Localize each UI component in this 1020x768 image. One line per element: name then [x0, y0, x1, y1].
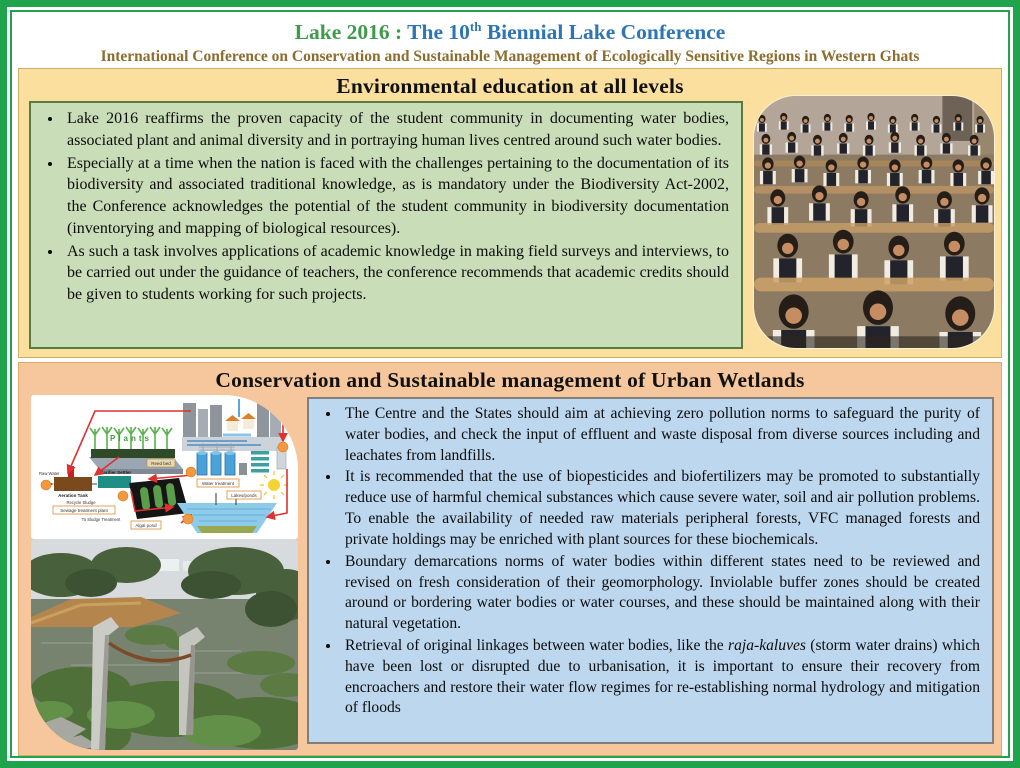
bullet-item: • Boundary demarcations norms of water bodies within different states need to be reviewed and revised on fresh consideration of their geomorphology. Inviolable buffer zones should be created around or bordering water bodies or water courses, and these should be maintained along with their natural vegetation. [341, 552, 980, 635]
title-superscript: th [469, 19, 482, 34]
plants-label: Plants [109, 434, 153, 443]
section2-content [19, 395, 1001, 750]
title-main-a: The 10 [407, 20, 470, 45]
section2-title: Conservation and Sustainable management of Urban Wetlands [215, 368, 805, 392]
bullet-item [341, 636, 980, 719]
aeration-tank-label: Aeration Tank [58, 493, 88, 498]
section1-content [19, 101, 1001, 349]
section-urban-wetlands [18, 362, 1002, 756]
section1-title: Environmental education at all levels [336, 74, 684, 98]
lakes-ponds-label: Lakes/ponds [231, 493, 257, 498]
reed-bed-label: Reed bed [151, 461, 171, 466]
section1-bullet-list [37, 108, 729, 306]
wetland-treatment-diagram [31, 395, 298, 539]
algal-pond-label: Algal pond [135, 523, 157, 528]
recycle-sludge-label: Recycle Sludge [66, 500, 96, 505]
bullet-item: • The Centre and the States should aim at achieving zero pollution norms to safeguard the purity of water bodies, and check the input of effluent and waste disposal from diverse sources including and leachates from landfills. [341, 404, 980, 466]
audience-photo-graphic [754, 96, 994, 348]
bullet4-italic-term: raja-kaluves [728, 636, 806, 654]
stp-label: Sewage treatment plant [60, 508, 108, 513]
water-treatment-label: Water treatment [201, 481, 235, 486]
title-main-b: Biennial Lake Conference [481, 20, 726, 45]
section2-textbox [307, 397, 994, 744]
bullet4-pre: Retrieval of original linkages between water bodies, like the [345, 636, 729, 654]
wetland-photo [31, 539, 298, 750]
bullet-item: • It is recommended that the use of biopesticides and biofertilizers may be promoted to substantially reduce use of harmful chemical substances which cause severe water, soil and air pollution problems. To enable the availability of needed raw materials peripheral forests, VFC managed forests and private holdings may be enriched with plant sources for these biochemicals. [341, 467, 980, 550]
section1-textbox [29, 101, 743, 349]
raw-water-label: Raw Water [39, 471, 60, 476]
sludge-label: To Sludge Treatment [81, 517, 121, 522]
bullet-item: • Lake 2016 reaffirms the proven capacity of the student community in documenting water bodies, associated plant and animal diversity and in portraying human lives centred around such water bodies. [63, 108, 729, 152]
bullet-item: • As such a task involves applications of academic knowledge in making field surveys and interviews, to be carried out under the guidance of teachers, the conference recommends that academic credits should be given to students working for such projects. [63, 241, 729, 306]
section-environmental-education [18, 68, 1002, 358]
section2-images [31, 395, 298, 750]
conference-subtitle: International Conference on Conservation and Sustainable Management of Ecologically Sensitive Regions in Western Ghats [100, 48, 920, 66]
clarifier-label: Clarifier Settler [98, 470, 132, 475]
bullet-item: • Especially at a time when the nation is faced with the challenges pertaining to the documentation of its biodiversity and associated traditional knowledge, as is mandatory under the Biodiversity Act-2002, the Conference acknowledges the potential of the student community in biodiversity documentation (inventorying and mapping of biological resources). [63, 153, 729, 240]
title-prefix: Lake 2016 : [294, 20, 408, 45]
audience-photo [754, 96, 994, 348]
conference-title [7, 19, 1013, 46]
treatment-diagram-graphic [31, 395, 298, 539]
section2-bullet-list [315, 404, 980, 719]
bullet4-post: (storm water drains) which have been lost or disrupted due to urbanisation, it is important to ensure their recovery from encroachers and restore their water flow regimes for re-establishing normal hydrology and mitigation of floods [345, 636, 980, 717]
header [7, 19, 1013, 66]
wetland-photo-graphic [31, 539, 298, 750]
